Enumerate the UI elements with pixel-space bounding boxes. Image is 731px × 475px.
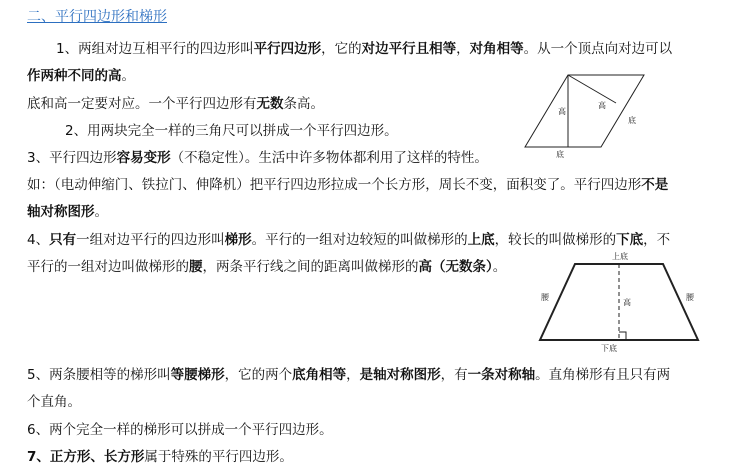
p6-bold-2: 梯形 [224, 232, 252, 248]
p6-text-4: ，较长的叫做梯形的 [494, 232, 617, 248]
p8-text-1: 6、两个完全一样的梯形可以拼成一个平行四边形。 [27, 422, 333, 438]
p6-text-6: 平行的一组对边叫做梯形的 [27, 259, 189, 275]
p2-text-1: 底和高一定要对应。一个平行四边形有 [27, 96, 257, 112]
p6-bold-5: 腰 [189, 259, 203, 275]
p5-text-2: 。 [94, 204, 108, 220]
p6-text-3: 。平行的一组对边较短的叫做梯形的 [251, 232, 468, 248]
p5-bold-1: 不是 [641, 177, 669, 193]
p7-bold-3: 是轴对称图形 [359, 367, 441, 383]
p6-bold-6: 高（无数条） [418, 259, 493, 275]
paragraph-6-line-1 [27, 231, 670, 249]
p5-bold-2: 轴对称图形 [27, 204, 95, 220]
paragraph-7-line-2 [27, 393, 81, 411]
p5-text-1: 如：（电动伸缩门、铁拉门、伸降机）把平行四边形拉成一个长方形，周长不变，面积变了。平行四边形 [27, 177, 642, 193]
trapezoid-label-top-base: 上底 [612, 252, 628, 261]
p4-bold-1: 容易变形 [116, 150, 171, 166]
p4-text-1: 3、平行四边形 [27, 150, 117, 166]
paragraph-9 [27, 448, 293, 466]
p7-text-3: ， [346, 367, 360, 383]
trapezoid-label-leg-right: 腰 [686, 293, 694, 302]
parallelogram-height-right [568, 75, 616, 103]
p1-text-5: 。 [121, 68, 135, 84]
p3-text-1: 2、用两块完全一样的三角尺可以拼成一个平行四边形。 [65, 123, 398, 139]
p7-text-2: ，它的两个 [224, 367, 293, 383]
trapezoid-diagram [533, 250, 703, 353]
trapezoid-label-bottom-base: 下底 [601, 344, 617, 353]
paragraph-5-line-2 [27, 203, 108, 221]
p1-text-4: 。从一个顶点向对边可以 [523, 41, 673, 57]
p1-bold-1: 平行四边形 [253, 41, 322, 57]
paragraph-2 [27, 95, 324, 113]
p1-text-1: 1、两组对边互相平行的四边形叫 [56, 41, 254, 57]
paragraph-4 [27, 149, 488, 167]
p6-text-2: 一组对边平行的四边形叫 [76, 232, 225, 248]
p7-text-4: ，有 [440, 367, 468, 383]
trapezoid-label-leg-left: 腰 [541, 293, 549, 302]
parallelogram-shape [525, 75, 644, 147]
paragraph-1-line-2 [27, 67, 135, 85]
p4-text-2: （不稳定性）。生活中许多物体都利用了这样的特性。 [170, 150, 488, 166]
paragraph-8 [27, 421, 333, 439]
parallelogram-label-height-left: 高 [558, 107, 566, 116]
paragraph-5-line-1 [27, 176, 668, 194]
paragraph-1-line-1 [56, 40, 672, 58]
p7-text-1: 5、两条腰相等的梯形叫 [27, 367, 171, 383]
p2-bold-1: 无数 [256, 96, 284, 112]
p6-text-7: ，两条平行线之间的距离叫做梯形的 [202, 259, 419, 275]
p6-bold-3: 上底 [467, 232, 495, 248]
p9-text-1: 属于特殊的平行四边形。 [144, 449, 293, 465]
paragraph-6-line-2 [27, 258, 506, 276]
parallelogram-label-base-right: 底 [628, 116, 636, 125]
p7-bold-1: 等腰梯形 [170, 367, 225, 383]
parallelogram-diagram [520, 70, 660, 160]
p7-bold-4: 一条对称轴 [467, 367, 536, 383]
parallelogram-label-base-bottom: 底 [556, 150, 564, 159]
p6-text-5: ，不 [643, 232, 671, 248]
p7-text-5: 。直角梯形有且只有两 [535, 367, 671, 383]
p9-bold-1: 7、正方形、长方形 [27, 449, 145, 465]
p6-bold-1: 只有 [49, 232, 77, 248]
trapezoid-label-height: 高 [623, 298, 631, 307]
paragraph-3 [65, 122, 398, 140]
p6-text-1: 4、 [27, 232, 50, 248]
p6-bold-4: 下底 [616, 232, 644, 248]
p1-text-2: ，它的 [321, 41, 362, 57]
p6-text-8: 。 [492, 259, 507, 275]
p1-bold-3: 对角相等 [469, 41, 524, 57]
trapezoid-right-angle-mark [619, 332, 626, 340]
p2-text-2: 条高。 [283, 96, 324, 112]
paragraph-7-line-1 [27, 366, 670, 384]
p1-text-3: ， [456, 41, 470, 57]
p1-bold-4: 作两种不同的高 [27, 68, 122, 84]
p7-text-6: 个直角。 [27, 394, 81, 410]
p1-bold-2: 对边平行且相等 [361, 41, 457, 57]
parallelogram-label-height-right: 高 [598, 101, 606, 110]
section-title: 二、平行四边形和梯形 [27, 9, 167, 25]
p7-bold-2: 底角相等 [292, 367, 347, 383]
